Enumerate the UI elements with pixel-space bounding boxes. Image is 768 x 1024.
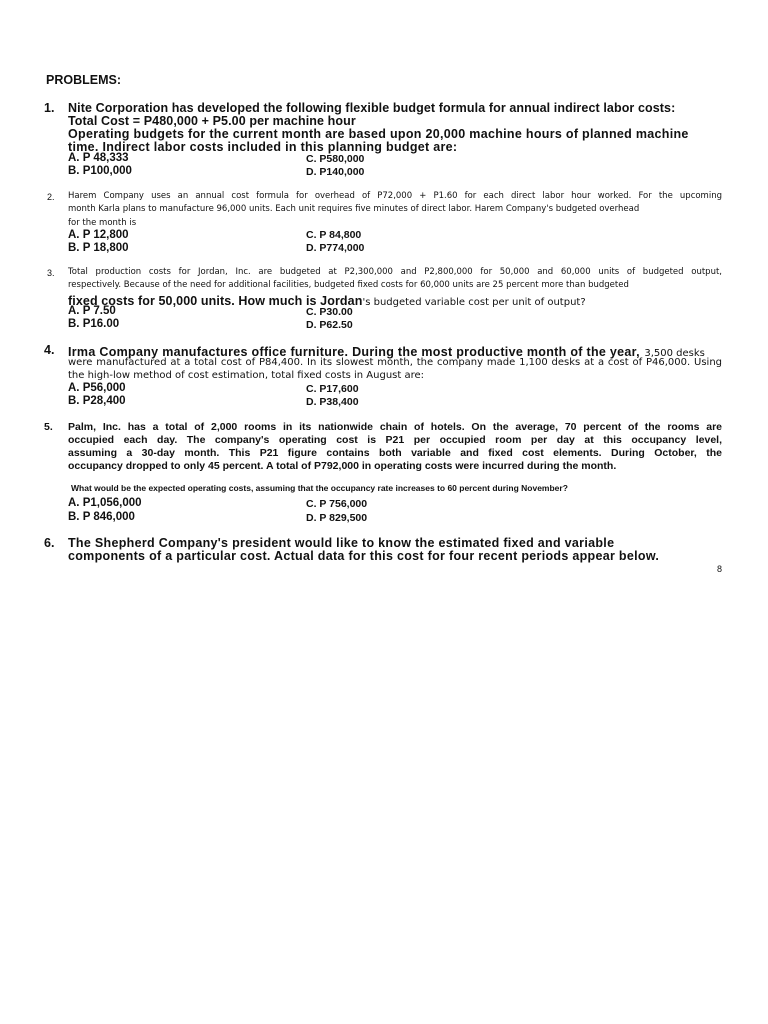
option-b: B. P 18,800 <box>68 242 129 254</box>
option-d: D. P140,000 <box>306 166 365 178</box>
problem-text-line: respectively. Because of the need for additional facilities, budgeted fixed costs for 60,000 units are 25 percent more than budgeted <box>68 280 629 290</box>
option-c: C. P 84,800 <box>306 229 362 241</box>
option-d: D. P774,000 <box>306 242 365 254</box>
problem-text-line: occupied each day. The company's operating cost is P21 per occupied room per day at this occupancy level, <box>68 434 722 446</box>
problem-text-line: components of a particular cost. Actual data for this cost for four recent periods appear below. <box>68 549 660 563</box>
option-c: C. P580,000 <box>306 153 365 165</box>
problem-text-line: occupancy dropped to only 45 percent. A total of P792,000 in operating costs were incurred during the month. <box>68 460 617 472</box>
problem-number: 6. <box>44 536 55 550</box>
page-number: 8 <box>717 564 723 574</box>
option-c: C. P 756,000 <box>306 498 368 510</box>
option-c: C. P30.00 <box>306 306 353 318</box>
problem-text-line: assuming a 30-day month. This P21 figure contains both variable and fixed cost elements. During October, the <box>68 447 722 459</box>
problem-text-bold: fixed costs for 50,000 units. How much is Jordan <box>68 294 363 308</box>
problem-text-line: the high-low method of cost estimation, total fixed costs in August are: <box>68 370 425 381</box>
option-a: A. P1,056,000 <box>68 497 142 509</box>
option-b: B. P 846,000 <box>68 511 135 523</box>
option-c: C. P17,600 <box>306 383 359 395</box>
problem-text-line: Total production costs for Jordan, Inc. are budgeted at P2,300,000 and P2,800,000 for 50,000 and 60,000 units of budgeted output, <box>68 267 722 277</box>
option-d: D. P38,400 <box>306 396 359 408</box>
problem-text-line: The Shepherd Company's president would like to know the estimated fixed and variable <box>68 536 615 550</box>
option-b: B. P16.00 <box>68 318 120 330</box>
problem-text-small: 's budgeted variable cost per unit of output? <box>362 297 586 308</box>
option-a: A. P56,000 <box>68 382 126 394</box>
problem-question: What would be the expected operating costs, assuming that the occupancy rate increases to 60 percent during November? <box>71 483 568 493</box>
problem-text-line: Operating budgets for the current month are based upon 20,000 machine hours of planned machine <box>68 127 689 141</box>
option-a: A. P 7.50 <box>68 305 116 317</box>
option-b: B. P28,400 <box>68 395 126 407</box>
option-a: A. P 48,333 <box>68 152 129 164</box>
problem-text-line: month Karla plans to manufacture 96,000 units. Each unit requires five minutes of direct labor. Harem Company's budgeted overhead <box>68 204 640 214</box>
section-heading: PROBLEMS: <box>46 73 121 87</box>
problem-text-line: for the month is <box>68 218 137 228</box>
problem-number: 2. <box>47 192 55 202</box>
problem-text-line: were manufactured at a total cost of P84,400. In its slowest month, the company made 1,100 desks at a cost of P46,000. Using <box>68 357 722 368</box>
problem-text-line: Nite Corporation has developed the following flexible budget formula for annual indirect labor costs: <box>68 101 676 115</box>
option-d: D. P 829,500 <box>306 512 368 524</box>
option-b: B. P100,000 <box>68 165 132 177</box>
problem-text-bold: Irma Company manufactures office furniture. During the most productive month of the year, <box>68 345 640 359</box>
problem-number: 1. <box>44 101 55 115</box>
problem-number: 4. <box>44 343 55 357</box>
problem-text-line: time. Indirect labor costs included in this planning budget are: <box>68 140 458 154</box>
problem-text-line: Palm, Inc. has a total of 2,000 rooms in its nationwide chain of hotels. On the average, 70 percent of the rooms are <box>68 421 722 433</box>
problem-number: 3. <box>47 268 55 278</box>
problem-text-line: Harem Company uses an annual cost formula for overhead of P72,000 + P1.60 for each direct labor hour worked. For the upcoming <box>68 191 722 201</box>
problem-text-line: Total Cost = P480,000 + P5.00 per machine hour <box>68 114 356 128</box>
problem-number: 5. <box>44 421 53 433</box>
option-d: D. P62.50 <box>306 319 353 331</box>
problem-text-small: 3,500 desks <box>644 348 705 359</box>
option-a: A. P 12,800 <box>68 229 129 241</box>
